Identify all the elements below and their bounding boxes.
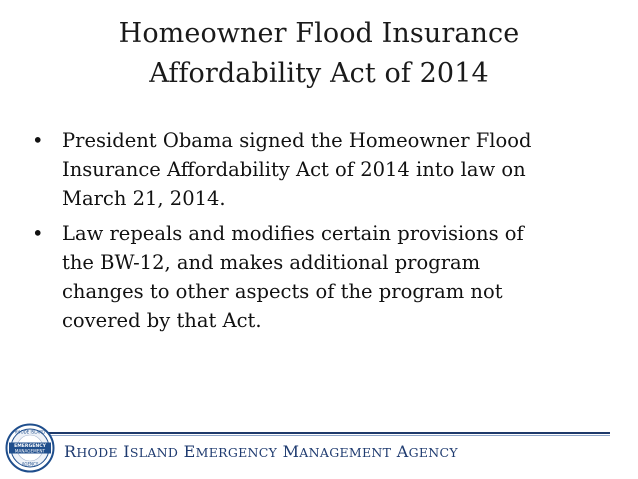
slide-title xyxy=(0,14,638,94)
seal-top-text: RHODE ISLAND xyxy=(14,429,46,435)
bullet-line: President Obama signed the Homeowner Flood xyxy=(62,129,532,152)
seal-bottom-text: AGENCY xyxy=(21,461,39,467)
bullet-marker: • xyxy=(32,129,44,152)
bullet-line: Law repeals and modifies certain provisions of xyxy=(62,222,524,245)
agency-word: MANAGEMENT xyxy=(282,442,392,461)
agency-word: ISLAND xyxy=(123,442,179,461)
bullet-line: March 21, 2014. xyxy=(62,187,226,210)
footer-divider xyxy=(26,432,610,434)
bullet-item-1 xyxy=(32,126,612,213)
bullet-text xyxy=(62,126,612,213)
bullet-item-2 xyxy=(32,219,612,335)
seal-band-line-2: MANAGEMENT xyxy=(14,448,46,454)
bullet-line: Insurance Affordability Act of 2014 into law on xyxy=(62,158,526,181)
bullet-line: the BW-12, and makes additional program xyxy=(62,251,481,274)
bullet-marker: • xyxy=(32,222,44,245)
agency-word: RHODE xyxy=(64,442,118,461)
bullet-line: covered by that Act. xyxy=(62,309,262,332)
agency-name xyxy=(64,442,458,463)
bullet-text xyxy=(62,219,612,335)
footer-divider-accent xyxy=(26,435,610,436)
agency-seal-icon xyxy=(5,423,55,473)
title-line-2: Affordability Act of 2014 xyxy=(149,58,489,89)
bullet-line: changes to other aspects of the program not xyxy=(62,280,503,303)
bullet-list xyxy=(32,126,612,341)
agency-word: EMERGENCY xyxy=(183,442,278,461)
seal-band-line-1: EMERGENCY xyxy=(14,444,46,450)
title-line-1: Homeowner Flood Insurance xyxy=(118,18,520,49)
agency-word: AGENCY xyxy=(396,442,458,461)
